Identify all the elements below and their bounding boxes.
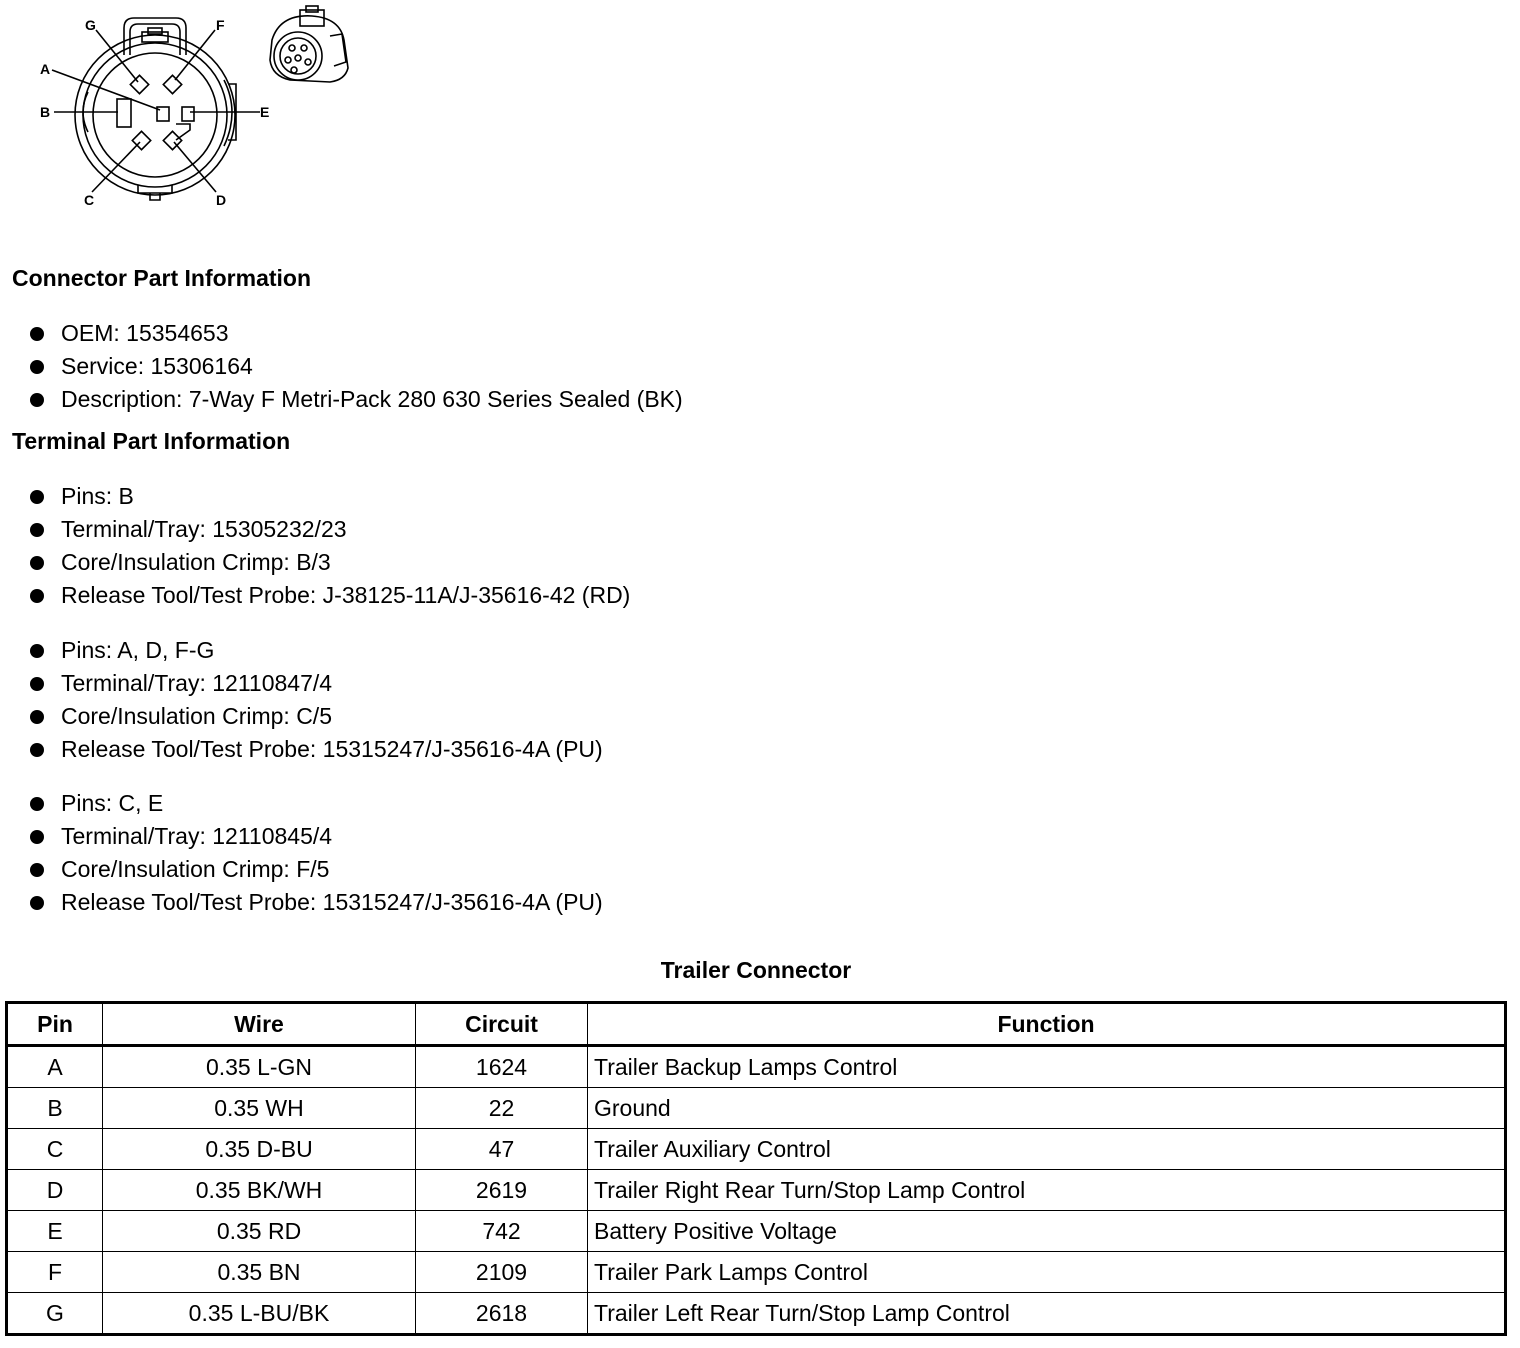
pin-label-g: G	[85, 17, 96, 33]
bullet-icon	[30, 327, 44, 341]
terminal-crimp: Core/Insulation Crimp: B/3	[61, 549, 331, 575]
table-title: Trailer Connector	[660, 957, 852, 983]
cell-function: Trailer Auxiliary Control	[588, 1129, 1506, 1170]
connector-oem: OEM: 15354653	[61, 320, 229, 346]
list-item	[30, 853, 603, 886]
table-header-row	[7, 1003, 1506, 1046]
list-item	[30, 579, 630, 612]
pin-label-a: A	[40, 61, 51, 77]
cell-pin: D	[7, 1170, 103, 1211]
list-item	[30, 480, 630, 513]
cell-wire: 0.35 L-GN	[103, 1046, 416, 1088]
terminal-part-heading: Terminal Part Information	[12, 428, 291, 454]
list-item	[30, 317, 683, 350]
terminal-release-tool: Release Tool/Test Probe: 15315247/J-35616-4A (PU)	[61, 736, 603, 762]
bullet-icon	[30, 360, 44, 374]
cell-wire: 0.35 RD	[103, 1211, 416, 1252]
cell-pin: A	[7, 1046, 103, 1088]
cell-pin: B	[7, 1088, 103, 1129]
list-item	[30, 886, 603, 919]
list-item	[30, 634, 603, 667]
terminal-release-tool: Release Tool/Test Probe: J-38125-11A/J-35616-42 (RD)	[61, 582, 631, 608]
trailer-connector-table	[5, 1001, 1507, 1336]
cell-function: Trailer Left Rear Turn/Stop Lamp Control	[588, 1293, 1506, 1335]
table-row	[7, 1211, 1506, 1252]
cell-function: Ground	[588, 1088, 1506, 1129]
list-item	[30, 700, 603, 733]
cell-circuit: 2619	[416, 1170, 588, 1211]
pin-label-b: B	[40, 104, 51, 120]
table-row	[7, 1293, 1506, 1335]
list-item	[30, 667, 603, 700]
cell-function: Trailer Right Rear Turn/Stop Lamp Control	[588, 1170, 1506, 1211]
header-pin: Pin	[7, 1003, 103, 1046]
cell-wire: 0.35 BK/WH	[103, 1170, 416, 1211]
bullet-icon	[30, 863, 44, 877]
cell-pin: F	[7, 1252, 103, 1293]
list-item	[30, 820, 603, 853]
cell-pin: E	[7, 1211, 103, 1252]
terminal-tray: Terminal/Tray: 15305232/23	[61, 516, 347, 542]
terminal-pins: Pins: B	[61, 483, 134, 509]
cell-circuit: 2618	[416, 1293, 588, 1335]
pin-label-d: D	[216, 192, 227, 208]
cell-circuit: 2109	[416, 1252, 588, 1293]
cell-pin: G	[7, 1293, 103, 1335]
terminal-pins: Pins: A, D, F-G	[61, 637, 215, 663]
bullet-icon	[30, 710, 44, 724]
table-row	[7, 1170, 1506, 1211]
cell-pin: C	[7, 1129, 103, 1170]
terminal-pins: Pins: C, E	[61, 790, 164, 816]
terminal-tray: Terminal/Tray: 12110845/4	[61, 823, 333, 849]
bullet-icon	[30, 490, 44, 504]
cell-wire: 0.35 L-BU/BK	[103, 1293, 416, 1335]
bullet-icon	[30, 556, 44, 570]
pin-label-f: F	[216, 17, 225, 33]
bullet-icon	[30, 743, 44, 757]
cell-function: Battery Positive Voltage	[588, 1211, 1506, 1252]
cell-circuit: 742	[416, 1211, 588, 1252]
terminal-tray: Terminal/Tray: 12110847/4	[61, 670, 333, 696]
cell-wire: 0.35 WH	[103, 1088, 416, 1129]
cell-function: Trailer Park Lamps Control	[588, 1252, 1506, 1293]
cell-circuit: 47	[416, 1129, 588, 1170]
bullet-icon	[30, 393, 44, 407]
header-wire: Wire	[103, 1003, 416, 1046]
table-row	[7, 1046, 1506, 1088]
cell-circuit: 22	[416, 1088, 588, 1129]
bullet-icon	[30, 677, 44, 691]
bullet-icon	[30, 589, 44, 603]
terminal-crimp: Core/Insulation Crimp: C/5	[61, 703, 332, 729]
connector-part-list	[30, 317, 683, 416]
list-item	[30, 787, 603, 820]
terminal-release-tool: Release Tool/Test Probe: 15315247/J-35616-4A (PU)	[61, 889, 603, 915]
connector-description: Description: 7-Way F Metri-Pack 280 630 Series Sealed (BK)	[61, 386, 683, 412]
bullet-icon	[30, 830, 44, 844]
bullet-icon	[30, 523, 44, 537]
list-item	[30, 350, 683, 383]
bullet-icon	[30, 797, 44, 811]
cell-circuit: 1624	[416, 1046, 588, 1088]
list-item	[30, 546, 630, 579]
list-item	[30, 383, 683, 416]
list-item	[30, 733, 603, 766]
table-row	[7, 1252, 1506, 1293]
connector-part-heading: Connector Part Information	[12, 265, 312, 291]
connector-diagram	[0, 0, 380, 225]
pin-label-e: E	[260, 104, 270, 120]
terminal-group-1	[30, 480, 630, 612]
connector-service: Service: 15306164	[61, 353, 253, 379]
bullet-icon	[30, 896, 44, 910]
table-row	[7, 1129, 1506, 1170]
table-row	[7, 1088, 1506, 1129]
terminal-group-2	[30, 634, 603, 766]
terminal-crimp: Core/Insulation Crimp: F/5	[61, 856, 330, 882]
list-item	[30, 513, 630, 546]
bullet-icon	[30, 644, 44, 658]
terminal-group-3	[30, 787, 603, 919]
header-circuit: Circuit	[416, 1003, 588, 1046]
pin-label-c: C	[84, 192, 95, 208]
header-function: Function	[588, 1003, 1506, 1046]
cell-function: Trailer Backup Lamps Control	[588, 1046, 1506, 1088]
cell-wire: 0.35 D-BU	[103, 1129, 416, 1170]
cell-wire: 0.35 BN	[103, 1252, 416, 1293]
